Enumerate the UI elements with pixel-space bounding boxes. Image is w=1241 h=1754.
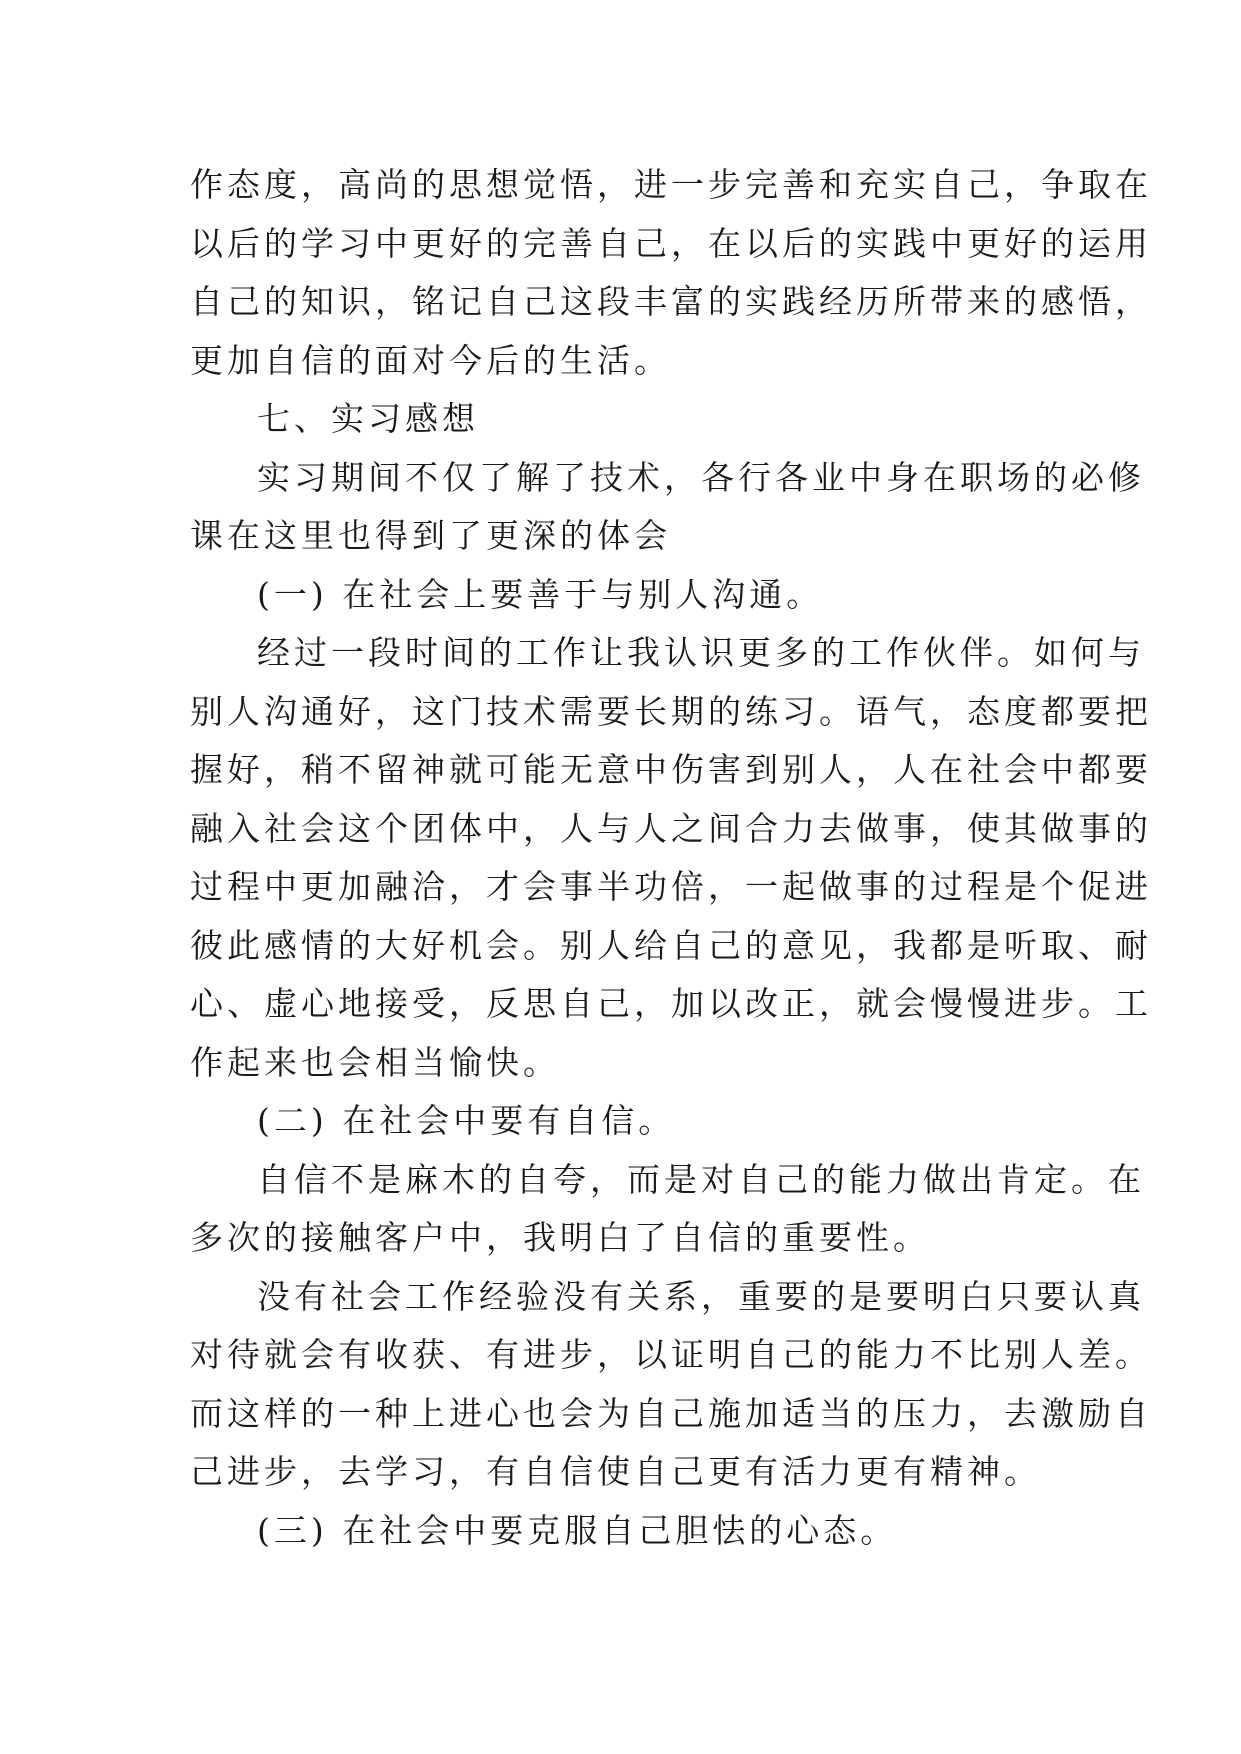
text-line: 作态度，高尚的思想觉悟，进一步完善和充实自己，争取在: [190, 165, 1152, 204]
text-line: 以后的学习中更好的完善自己，在以后的实践中更好的运用: [190, 223, 1152, 263]
text-line: (一) 在社会上要善于与别人沟通。: [257, 574, 824, 614]
text-line: 己进步，去学习，有自信使自己更有活力更有精神。: [190, 1452, 1041, 1491]
text-line: 多次的接触客户中，我明白了自信的重要性。: [190, 1218, 930, 1257]
text-line: 彼此感情的大好机会。别人给自己的意见，我都是听取、耐: [190, 925, 1152, 965]
text-line: 实习期间不仅了解了技术，各行各业中身在职场的必修: [257, 457, 1145, 497]
text-line: 而这样的一种上进心也会为自己施加适当的压力，去激励自: [190, 1393, 1152, 1433]
text-line: 七、实习感想: [257, 399, 479, 438]
text-line: 更加自信的面对今后的生活。: [190, 340, 671, 380]
text-line: 心、虚心地接受，反思自己，加以改正，就会慢慢进步。工: [190, 984, 1152, 1023]
text-line: (二) 在社会中要有自信。: [257, 1101, 676, 1140]
text-line: 别人沟通好，这门技术需要长期的练习。语气，态度都要把: [190, 691, 1152, 731]
text-line: 课在这里也得到了更深的体会: [190, 516, 671, 555]
text-line: 没有社会工作经验没有关系，重要的是要明白只要认真: [257, 1276, 1145, 1316]
document-body: [190, 156, 1152, 1560]
text-line: 自己的知识，铭记自己这段丰富的实践经历所带来的感悟，: [190, 282, 1152, 321]
text-line: (三) 在社会中要克服自己胆怯的心态。: [257, 1510, 898, 1550]
text-line: 自信不是麻木的自夸，而是对自己的能力做出肯定。在: [257, 1159, 1145, 1199]
text-line: 对待就会有收获、有进步，以证明自己的能力不比别人差。: [190, 1335, 1152, 1374]
text-line: 过程中更加融洽，才会事半功倍，一起做事的过程是个促进: [190, 867, 1152, 906]
text-line: 握好，稍不留神就可能无意中伤害到别人，人在社会中都要: [190, 750, 1152, 789]
text-line: 经过一段时间的工作让我认识更多的工作伙伴。如何与: [257, 633, 1145, 672]
text-line: 融入社会这个团体中，人与人之间合力去做事，使其做事的: [190, 808, 1152, 848]
text-line: 作起来也会相当愉快。: [190, 1042, 560, 1082]
